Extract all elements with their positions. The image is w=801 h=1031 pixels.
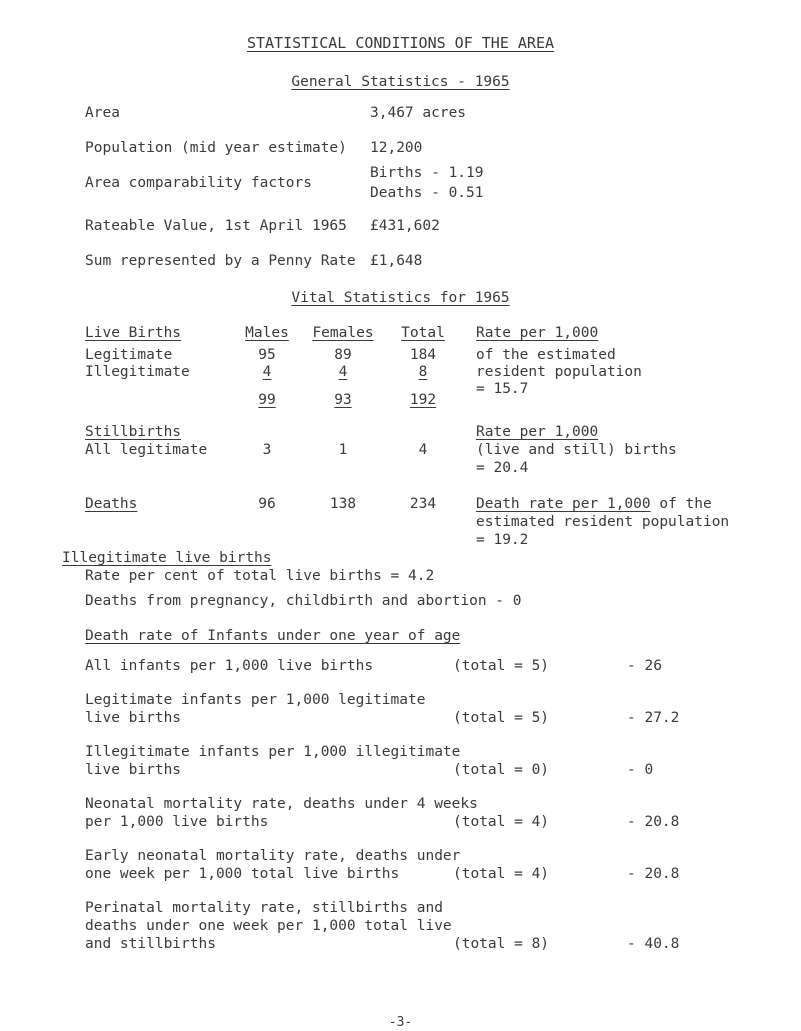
infant-rate-5-total: (total = 4) bbox=[453, 866, 550, 882]
infant-rate-3-line-2: live births bbox=[85, 762, 182, 778]
general-label-area: Area bbox=[85, 105, 120, 121]
infant-rate-4-total: (total = 4) bbox=[453, 814, 550, 830]
cell-still-females: 1 bbox=[338, 442, 348, 458]
still-rate-heading: Rate per 1,000 bbox=[476, 424, 599, 440]
page-number: -3- bbox=[388, 1015, 413, 1030]
live-rate-line-1: of the estimated bbox=[476, 347, 616, 363]
infant-rate-3-value: - 0 bbox=[627, 762, 654, 778]
general-label-population: Population (mid year estimate) bbox=[85, 140, 347, 156]
general-label-comparability: Area comparability factors bbox=[85, 175, 312, 191]
death-rate-rest: of the bbox=[650, 496, 712, 512]
cell-legit-males: 95 bbox=[258, 347, 276, 363]
cell-legit-females: 89 bbox=[334, 347, 352, 363]
illegitimate-rate: Rate per cent of total live births = 4.2 bbox=[85, 568, 435, 584]
cell-illegit-females: 4 bbox=[338, 364, 348, 380]
cell-live-total-males: 99 bbox=[258, 392, 276, 408]
infant-rate-1-line-1: All infants per 1,000 live births bbox=[85, 658, 374, 674]
infant-rate-5-line-2: one week per 1,000 total live births bbox=[85, 866, 400, 882]
cell-deaths-males: 96 bbox=[258, 496, 276, 512]
vital-heading: Vital Statistics for 1965 bbox=[291, 290, 510, 306]
cell-still-total: 4 bbox=[418, 442, 428, 458]
death-rate-line-1: estimated resident population bbox=[476, 514, 730, 530]
row-label-deaths: Deaths bbox=[85, 496, 138, 512]
infant-rate-1-total: (total = 5) bbox=[453, 658, 550, 674]
infant-rate-6-value: - 40.8 bbox=[627, 936, 680, 952]
illegitimate-heading: Illegitimate live births bbox=[62, 550, 272, 566]
general-value-comparability-births: Births - 1.19 bbox=[370, 165, 484, 181]
death-rate-heading: Death rate per 1,000 bbox=[476, 496, 651, 512]
page-title: STATISTICAL CONDITIONS OF THE AREA bbox=[246, 34, 555, 52]
infant-rate-2-line-1: Legitimate infants per 1,000 legitimate bbox=[85, 692, 426, 708]
still-rate-line-1: (live and still) births bbox=[476, 442, 677, 458]
infant-rate-6-line-2: deaths under one week per 1,000 total live bbox=[85, 918, 452, 934]
general-label-rateable: Rateable Value, 1st April 1965 bbox=[85, 218, 347, 234]
general-value-area: 3,467 acres bbox=[370, 105, 467, 121]
death-rate-line-2: = 19.2 bbox=[476, 532, 529, 548]
maternal-deaths: Deaths from pregnancy, childbirth and abortion - 0 bbox=[85, 593, 522, 609]
live-rate-line-3: = 15.7 bbox=[476, 381, 529, 397]
infant-rate-5-line-1: Early neonatal mortality rate, deaths under bbox=[85, 848, 461, 864]
cell-illegit-males: 4 bbox=[262, 364, 272, 380]
col-header-total: Total bbox=[401, 325, 445, 341]
infant-rate-2-total: (total = 5) bbox=[453, 710, 550, 726]
infant-rate-2-value: - 27.2 bbox=[627, 710, 680, 726]
stillbirths-label: Stillbirths bbox=[85, 424, 182, 440]
general-value-rateable: £431,602 bbox=[370, 218, 440, 234]
infant-rate-6-total: (total = 8) bbox=[453, 936, 550, 952]
infant-rate-4-line-1: Neonatal mortality rate, deaths under 4 weeks bbox=[85, 796, 478, 812]
infant-rate-3-total: (total = 0) bbox=[453, 762, 550, 778]
still-rate-line-2: = 20.4 bbox=[476, 460, 529, 476]
cell-still-males: 3 bbox=[262, 442, 272, 458]
live-rate-line-2: resident population bbox=[476, 364, 642, 380]
death-rate-line-0 bbox=[476, 497, 712, 512]
infant-rate-4-value: - 20.8 bbox=[627, 814, 680, 830]
col-header-females: Females bbox=[312, 325, 374, 341]
infant-rate-6-line-1: Perinatal mortality rate, stillbirths and bbox=[85, 900, 443, 916]
col-header-live-births: Live Births bbox=[85, 325, 182, 341]
general-value-penny-rate: £1,648 bbox=[370, 253, 423, 269]
cell-legit-total: 184 bbox=[409, 347, 437, 363]
cell-deaths-females: 138 bbox=[329, 496, 357, 512]
row-label-all-legitimate: All legitimate bbox=[85, 442, 208, 458]
infant-rate-1-value: - 26 bbox=[627, 658, 662, 674]
cell-deaths-total: 234 bbox=[409, 496, 437, 512]
cell-illegit-total: 8 bbox=[418, 364, 428, 380]
row-label-illegitimate: Illegitimate bbox=[85, 364, 190, 380]
cell-live-total-females: 93 bbox=[334, 392, 352, 408]
col-header-males: Males bbox=[245, 325, 289, 341]
general-label-penny-rate: Sum represented by a Penny Rate bbox=[85, 253, 356, 269]
general-value-comparability-deaths: Deaths - 0.51 bbox=[370, 185, 484, 201]
infant-heading: Death rate of Infants under one year of age bbox=[85, 628, 461, 644]
general-heading: General Statistics - 1965 bbox=[291, 74, 510, 90]
col-header-rate: Rate per 1,000 bbox=[476, 325, 599, 341]
infant-rate-5-value: - 20.8 bbox=[627, 866, 680, 882]
infant-rate-3-line-1: Illegitimate infants per 1,000 illegitimate bbox=[85, 744, 461, 760]
cell-live-total-total: 192 bbox=[409, 392, 437, 408]
infant-rate-4-line-2: per 1,000 live births bbox=[85, 814, 269, 830]
infant-rate-2-line-2: live births bbox=[85, 710, 182, 726]
infant-rate-6-line-3: and stillbirths bbox=[85, 936, 216, 952]
general-value-population: 12,200 bbox=[370, 140, 423, 156]
row-label-legitimate: Legitimate bbox=[85, 347, 173, 363]
